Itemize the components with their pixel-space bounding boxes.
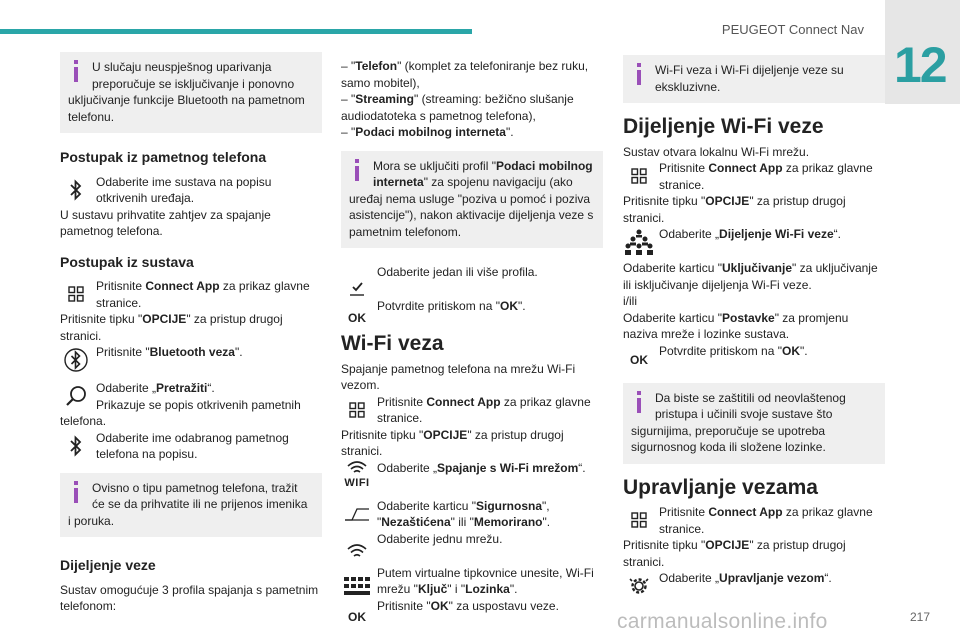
step-row xyxy=(341,264,603,294)
step-text: Odaberite „Spajanje s Wi-Fi mrežom“. xyxy=(377,460,586,475)
info-icon xyxy=(74,481,78,503)
step-text: Odaberite karticu "Sigurnosna", "Nezaštićena" ili "Memorirano". xyxy=(377,498,551,529)
step-row xyxy=(60,430,322,463)
note-line: Ovisno o tipu pametnog telefona, tražit xyxy=(92,480,298,495)
page-number: 217 xyxy=(909,610,930,624)
paragraph: telefona. xyxy=(60,414,107,428)
list-item: – "Telefon" (komplet za telefoniranje bez ruku, samo mobitel), xyxy=(341,59,589,90)
step-text: stranice. xyxy=(659,177,705,192)
info-note xyxy=(60,52,322,133)
note-line: ekskluzivne. xyxy=(655,79,721,94)
step-text: Odaberite jednu mrežu. xyxy=(377,531,503,546)
step-row xyxy=(341,298,603,328)
step-row xyxy=(341,531,603,565)
step-row xyxy=(341,394,603,427)
step-text: Odaberite „Pretražiti“. xyxy=(96,381,215,395)
note-line: sigurnijima, preporučuje se upotreba xyxy=(631,423,826,438)
step-text: Pritisnite xyxy=(96,279,146,293)
list-item: – "Streaming" (streaming: bežično slušanje audiodatoteka s pametnog telefona), xyxy=(341,92,574,123)
step-text: Odaberite ime odabranog pametnog xyxy=(96,430,289,445)
step-row xyxy=(60,380,322,413)
step-row xyxy=(60,344,322,374)
step-row xyxy=(623,160,885,193)
bluetooth-circle-icon xyxy=(62,346,90,374)
section-heading: Postupak iz pametnog telefona xyxy=(60,149,267,165)
paragraph: Spajanje pametnog telefona na mrežu Wi-Fi vezom. xyxy=(341,361,576,392)
search-icon xyxy=(62,382,90,410)
ok-icon: OK xyxy=(348,610,366,625)
apps-grid-icon xyxy=(343,396,371,424)
step-text: Odaberite jedan ili više profila. xyxy=(377,265,538,279)
step-row xyxy=(341,498,603,531)
step-text: Pritisnite Connect App za prikaz glavne xyxy=(659,505,873,519)
step-text: Odaberite „Dijeljenje Wi-Fi veze“. xyxy=(659,227,841,241)
paragraph: i/ili xyxy=(623,294,637,308)
step-text: Pritisnite Connect App za prikaz glavne xyxy=(377,394,591,409)
paragraph: Pritisnite tipku "OPCIJE" za pristup drugoj stranici. xyxy=(60,312,283,343)
note-line: telefonu. xyxy=(68,109,115,124)
note-line: uključivanje funkcije Bluetooth na pametnom xyxy=(68,93,305,107)
watermark: carmanualsonline.info xyxy=(617,610,828,633)
apps-grid-icon xyxy=(625,162,653,190)
note-line: Da biste se zaštitili od neovlaštenog xyxy=(655,390,846,405)
column-3 xyxy=(623,55,885,600)
info-note xyxy=(60,473,322,538)
bluetooth-icon xyxy=(62,176,90,204)
paragraph: naziva mreže i lozinke sustava. xyxy=(623,327,790,341)
note-line: asistencije"), nakon aktivacije dijeljenja veze s xyxy=(349,208,594,222)
note-line: sigurnosnog koda ili složene lozinke. xyxy=(631,440,826,454)
section-heading: Wi-Fi veza xyxy=(341,332,444,355)
step-text: stranice. xyxy=(659,521,705,536)
paragraph: Sustav omogućuje 3 profila spajanja s pametnim telefonom: xyxy=(60,582,319,613)
step-row xyxy=(60,278,322,311)
apps-grid-icon xyxy=(625,506,653,534)
step-text: Pritisnite Connect App za prikaz glavne xyxy=(659,161,873,175)
bluetooth-icon xyxy=(62,432,90,460)
column-2 xyxy=(341,58,603,628)
step-text: Odaberite „Upravljanje vezom“. xyxy=(659,571,832,585)
keyboard-icon xyxy=(343,573,371,601)
wifi-icon xyxy=(343,460,371,494)
info-note xyxy=(341,151,603,249)
settings-gear-icon xyxy=(625,572,653,600)
step-text: Pritisnite "Bluetooth veza". xyxy=(96,345,243,359)
step-row xyxy=(60,174,322,207)
column-1 xyxy=(60,52,322,615)
step-text: Prikazuje se popis otkrivenih pametnih xyxy=(96,397,301,412)
step-text-bold: Connect App xyxy=(145,279,220,293)
ok-icon: OK xyxy=(348,310,366,325)
note-line: U slučaju neuspješnog uparivanja xyxy=(92,60,272,74)
step-row xyxy=(341,460,603,490)
paragraph: Odaberite karticu "Postavke" za promjenu xyxy=(623,310,849,325)
note-line: i poruka. xyxy=(68,513,115,528)
info-icon xyxy=(355,159,359,181)
note-line: Mora se uključiti profil "Podaci mobilnog xyxy=(373,158,593,173)
section-heading: Upravljanje vezama xyxy=(623,475,818,499)
step-text: telefona na popisu. xyxy=(96,447,198,461)
note-line: interneta" za spojenu navigaciju (ako xyxy=(373,175,573,189)
info-icon xyxy=(74,60,78,82)
chapter-number: 12 xyxy=(894,37,946,93)
paragraph: Pritisnite tipku "OPCIJE" za pristup drugoj stranici. xyxy=(623,194,846,225)
info-icon xyxy=(637,63,641,85)
paragraph: Odaberite karticu "Uključivanje" za uključivanje ili isključivanje dijeljenja Wi-Fi veze. xyxy=(623,261,878,292)
note-line: će se da prihvatite ili ne prijenos imenika xyxy=(92,497,308,511)
wifi-signal-icon xyxy=(343,537,371,565)
paragraph: U sustavu prihvatite zahtjev za spajanje pametnog telefona. xyxy=(60,207,271,238)
paragraph: Pritisnite tipku "OPCIJE" za pristup drugoj stranici. xyxy=(623,538,846,569)
section-heading: Dijeljenje veze xyxy=(60,557,156,573)
section-heading: Postupak iz sustava xyxy=(60,253,194,270)
brand-title: PEUGEOT Connect Nav xyxy=(721,22,864,37)
step-text: Potvrdite pritiskom na "OK". xyxy=(659,343,808,358)
header-accent-bar xyxy=(0,29,472,34)
note-line: uređaj nema usluge "poziva u pomoć i poziva xyxy=(349,191,591,206)
step-row xyxy=(623,343,885,373)
step-row xyxy=(341,565,603,598)
step-text: za prikaz glavne xyxy=(219,279,310,293)
step-row xyxy=(341,598,603,628)
paragraph: Sustav otvara lokalnu Wi-Fi mrežu. xyxy=(623,144,810,159)
step-text: Potvrdite pritiskom na "OK". xyxy=(377,299,526,313)
step-text: otkrivenih uređaja. xyxy=(96,191,195,205)
note-line: pristupa i učinili svoje sustave što xyxy=(655,407,833,421)
apps-grid-icon xyxy=(62,280,90,308)
info-icon xyxy=(637,391,641,413)
step-row xyxy=(623,226,885,260)
section-heading: Dijeljenje Wi-Fi veze xyxy=(623,115,824,138)
step-text: Putem virtualne tipkovnice unesite, Wi-Fi xyxy=(377,565,594,580)
step-text: Odaberite ime sustava na popisu xyxy=(96,174,272,189)
ok-icon: OK xyxy=(630,353,648,368)
paragraph: Pritisnite tipku "OPCIJE" za pristup drugoj stranici. xyxy=(341,427,564,458)
note-line: Wi-Fi veza i Wi-Fi dijeljenje veze su xyxy=(655,63,844,77)
list-item: – "Podaci mobilnog interneta". xyxy=(341,125,514,139)
note-line: preporučuje se isključivanje i ponovno xyxy=(92,76,295,91)
step-text: Pritisnite "OK" za uspostavu veze. xyxy=(377,598,559,613)
step-row xyxy=(623,504,885,537)
tab-icon xyxy=(343,500,371,528)
step-text: mrežu "Ključ" i "Lozinka". xyxy=(377,582,518,596)
wifi-label: WIFI xyxy=(344,477,370,490)
info-note xyxy=(623,383,885,464)
users-share-icon xyxy=(625,228,653,256)
step-row xyxy=(623,570,885,600)
step-text: stranice. xyxy=(377,411,423,425)
info-note xyxy=(623,55,885,103)
step-text: stranice. xyxy=(96,295,142,310)
note-line: pametnim telefonom. xyxy=(349,224,462,239)
